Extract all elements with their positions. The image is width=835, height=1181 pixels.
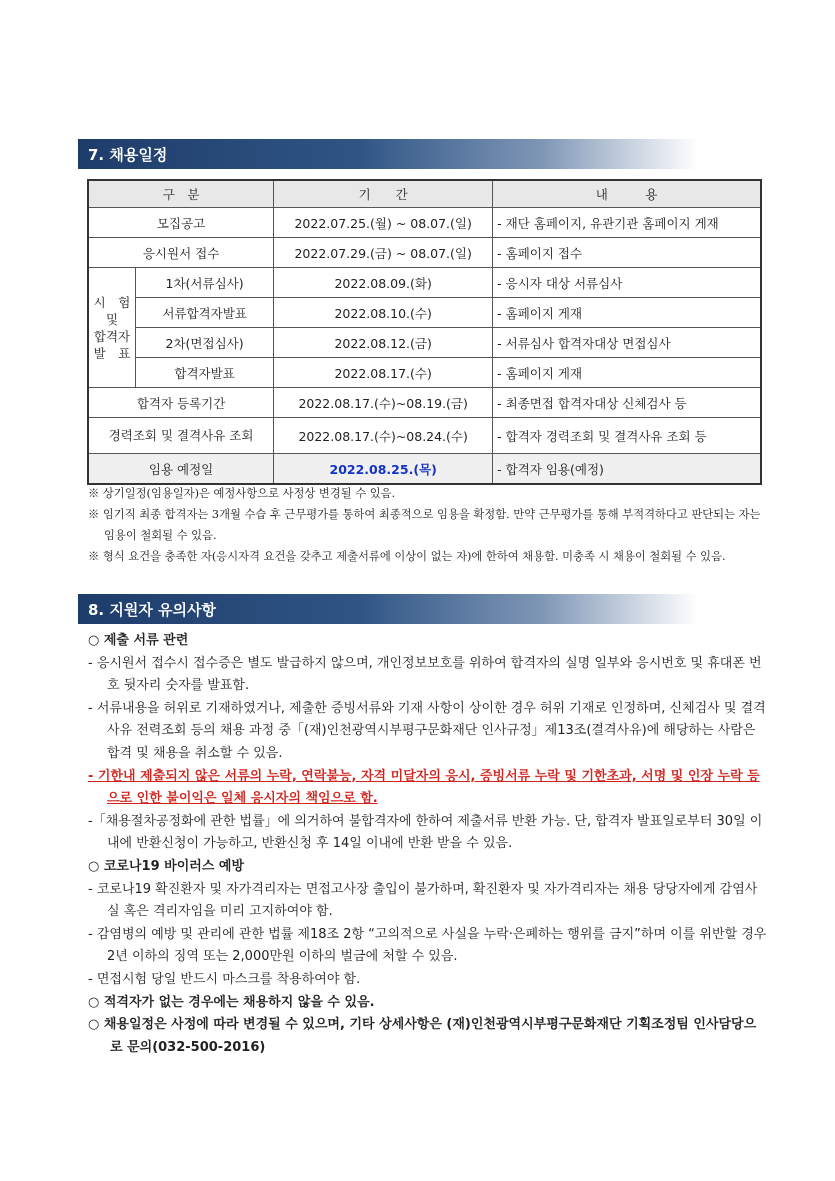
schedule-notes — [88, 483, 768, 567]
notice-item-warning — [88, 766, 768, 811]
row-period: 2022.08.17.(수) — [274, 358, 493, 388]
row-content: - 합격자 임용(예정) — [493, 454, 761, 485]
group-label-line: 합격자 — [93, 328, 131, 344]
notice-heading: ○ 채용일정은 사정에 따라 변경될 수 있으며, 기타 상세사항은 (재)인천광역시부평구문화재단 기획조정팀 인사담당으로 문의(032-500-2016) — [88, 1017, 757, 1055]
notice-item: - 응시원서 접수시 접수증은 별도 발급하지 않으며, 개인정보보호를 위하여 합격자의 실명 일부와 응시번호 및 휴대폰 번호 뒷자리 숫자를 발표함. — [88, 655, 762, 694]
row-period: 2022.08.12.(금) — [274, 328, 493, 358]
notice-item: -「채용절차공정화에 관한 법률」에 의거하여 불합격자에 한하여 제출서류 반환 가능. 단, 합격자 발표일로부터 30일 이내에 반환신청이 가능하고, 반환신청 후 14일 이내에 반환 받을 수 있음. — [88, 813, 763, 852]
row-content: - 홈페이지 접수 — [493, 238, 761, 268]
notice-heading: ○ 코로나19 바이러스 예방 — [88, 858, 245, 874]
table-row — [88, 454, 761, 485]
row-content: - 응시자 대상 서류심사 — [493, 268, 761, 298]
row-period: 2022.08.17.(수)~08.19.(금) — [274, 388, 493, 418]
row-label: 합격자 등록기간 — [88, 388, 274, 418]
row-label: 1차(서류심사) — [136, 268, 274, 298]
row-content: - 서류심사 합격자대상 면접심사 — [493, 328, 761, 358]
notice-heading: ○ 적격자가 없는 경우에는 채용하지 않을 수 있음. — [88, 994, 375, 1010]
notice-item: - 면접시험 당일 반드시 마스크를 착용하여야 함. — [88, 971, 361, 987]
table-row — [88, 388, 761, 418]
header-period: 기 간 — [274, 180, 493, 208]
group-label-line: 발 표 — [93, 345, 131, 361]
table-row — [88, 328, 761, 358]
row-label: 임용 예정일 — [88, 454, 274, 485]
row-period: 2022.08.17.(수)~08.24.(수) — [274, 418, 493, 454]
row-content: - 최종면접 합격자대상 신체검사 등 — [493, 388, 761, 418]
table-row — [88, 268, 761, 298]
note-item: ※ 임기직 최종 합격자는 3개월 수습 후 근무평가를 통하여 최종적으로 임용을 확정함. 만약 근무평가를 통해 부적격하다고 판단되는 자는 임용이 철회될 수 있음. — [88, 508, 761, 542]
row-label: 2차(면접심사) — [136, 328, 274, 358]
row-period: 2022.07.29.(금) ~ 08.07.(일) — [274, 238, 493, 268]
row-label: 모집공고 — [88, 208, 274, 238]
warning-text: - 기한내 제출되지 않은 서류의 누락, 연락불능, 자격 미달자의 응시, 증빙서류 누락 및 기한초과, 서명 및 인장 누락 등으로 인한 불이익은 일체 응시자의 책임으로 함. — [88, 768, 760, 807]
row-content: - 홈페이지 게재 — [493, 358, 761, 388]
table-row — [88, 358, 761, 388]
schedule-table — [87, 179, 762, 485]
row-content: - 재단 홈페이지, 유관기관 홈페이지 게재 — [493, 208, 761, 238]
applicant-notice-body — [88, 630, 768, 1059]
note-item: ※ 상기일정(임용일자)은 예정사항으로 사정상 변경될 수 있음. — [88, 487, 396, 500]
section-7-title: 7. 채용일정 — [88, 146, 168, 164]
row-period: 2022.08.10.(수) — [274, 298, 493, 328]
group-label-line: 및 — [105, 311, 119, 327]
section-7-header — [78, 139, 698, 169]
header-category: 구 분 — [88, 180, 274, 208]
row-label: 경력조회 및 결격사유 조회 — [88, 418, 274, 454]
table-row — [88, 418, 761, 454]
appointment-date: 2022.08.25.(목) — [274, 454, 493, 485]
notice-heading: ○ 제출 서류 관련 — [88, 633, 189, 648]
section-8-header — [78, 594, 698, 624]
table-row — [88, 238, 761, 268]
notice-item: - 감염병의 예방 및 관리에 관한 법률 제18조 2항 “고의적으로 사실을 누락·은폐하는 행위를 금지”하며 이를 위반할 경우 2년 이하의 징역 또는 2,000만원 이하의 벌금에 처할 수 있음. — [88, 926, 767, 965]
table-row — [88, 208, 761, 238]
header-content: 내 용 — [493, 180, 761, 208]
notice-item: - 서류내용을 허위로 기재하였거나, 제출한 증빙서류와 기재 사항이 상이한 경우 허위 기재로 인정하며, 신체검사 및 결격사유 전력조회 등의 채용 과정 중「(재)인천광역시부평구문화재단 인사규정」제13조(결격사유)에 해당하는 사람은 합격 및 채용을 취소할 수 있음. — [88, 700, 766, 761]
note-item: ※ 형식 요건을 충족한 자(응시자격 요건을 갖추고 제출서류에 이상이 없는 자)에 한하여 채용함. 미충족 시 채용이 철회될 수 있음. — [88, 550, 726, 563]
group-label — [88, 268, 136, 388]
row-content: - 홈페이지 게재 — [493, 298, 761, 328]
group-label-line: 시 험 — [93, 294, 131, 310]
row-label: 서류합격자발표 — [136, 298, 274, 328]
row-period: 2022.08.09.(화) — [274, 268, 493, 298]
table-row — [88, 298, 761, 328]
row-label: 합격자발표 — [136, 358, 274, 388]
section-8-title: 8. 지원자 유의사항 — [88, 601, 217, 619]
table-header-row — [88, 180, 761, 208]
row-content: - 합격자 경력조회 및 결격사유 조회 등 — [493, 418, 761, 454]
notice-item: - 코로나19 확진환자 및 자가격리자는 면접고사장 출입이 불가하며, 확진환자 및 자가격리자는 채용 당당자에게 감염사실 혹은 격리자임을 미리 고지하여야 함. — [88, 881, 758, 920]
row-period: 2022.07.25.(월) ~ 08.07.(일) — [274, 208, 493, 238]
row-label: 응시원서 접수 — [88, 238, 274, 268]
